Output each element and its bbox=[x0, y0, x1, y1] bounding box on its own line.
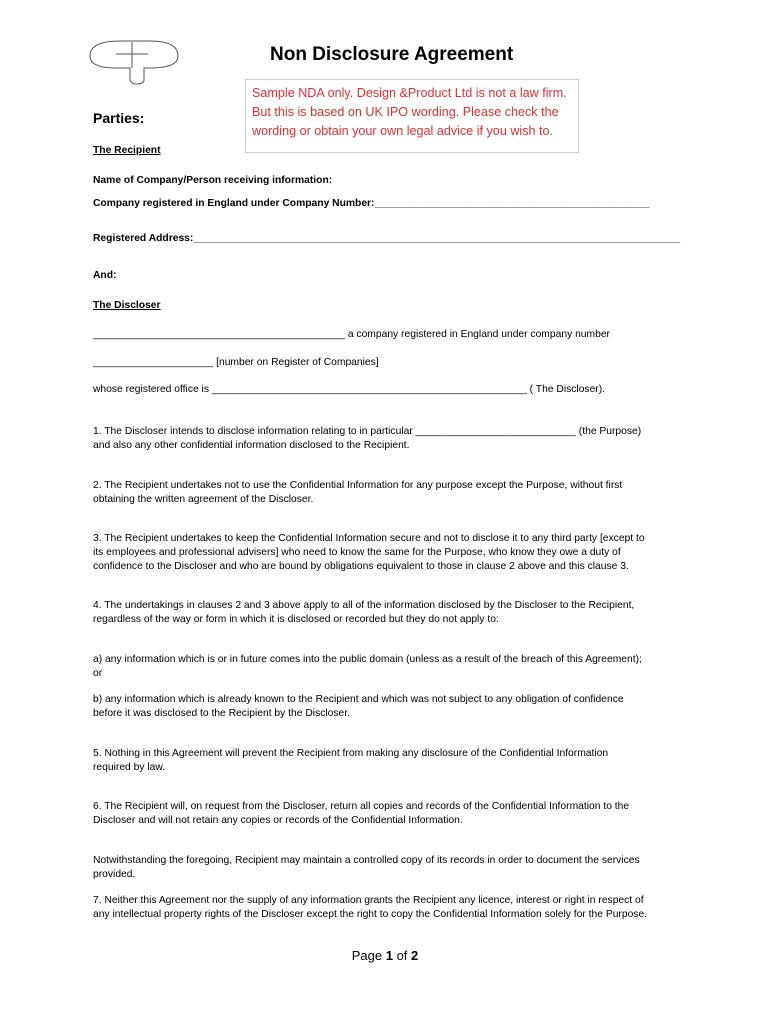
of-word: of bbox=[396, 948, 408, 963]
clause-line: provided. bbox=[93, 869, 136, 880]
clause-line: 6. The Recipient will, on request from the Discloser, return all copies and records of the Confidential Information to the bbox=[93, 801, 630, 812]
clause-notwithstanding bbox=[93, 854, 676, 882]
current-page-number: 1 bbox=[385, 948, 393, 963]
notice-line: Sample NDA only. Design &Product Ltd is not a law firm. bbox=[252, 86, 567, 100]
clause-7 bbox=[93, 894, 676, 922]
recipient-name-label: Name of Company/Person receiving information: bbox=[93, 175, 333, 186]
discloser-number-line: _____________________ [number on Register of Companies] bbox=[93, 357, 379, 368]
clause-3 bbox=[93, 532, 676, 574]
sample-notice-box bbox=[245, 79, 579, 153]
logo-cross-shape bbox=[86, 38, 180, 86]
clause-line: Discloser and will not retain any copies or records of the Confidential Information. bbox=[93, 815, 463, 826]
clause-1 bbox=[93, 425, 676, 453]
recipient-company-number-line: Company registered in England under Company Number:________________________________________________ bbox=[93, 198, 650, 209]
discloser-heading: The Discloser bbox=[93, 300, 161, 311]
clause-line: or bbox=[93, 668, 103, 679]
clause-line: 2. The Recipient undertakes not to use the Confidential Information for any purpose except the Purpose, without first bbox=[93, 480, 623, 491]
clause-4b bbox=[93, 693, 676, 721]
notice-line: wording or obtain your own legal advice if you wish to. bbox=[252, 124, 554, 138]
clause-line: required by law. bbox=[93, 762, 166, 773]
clause-6 bbox=[93, 800, 676, 828]
clause-line: b) any information which is already known to the Recipient and which was not subject to any obligation of confidence bbox=[93, 694, 624, 705]
clause-5 bbox=[93, 747, 676, 775]
clause-line: 3. The Recipient undertakes to keep the Confidential Information secure and not to disclose it to any third party [except to bbox=[93, 533, 645, 544]
clause-line: 1. The Discloser intends to disclose information relating to in particular ____________________________ (the Purpose) bbox=[93, 426, 642, 437]
clause-line: and also any other confidential information disclosed to the Recipient. bbox=[93, 440, 410, 451]
parties-heading: Parties: bbox=[93, 110, 145, 126]
recipient-address-line: Registered Address:_____________________________________________________________________________________ bbox=[93, 233, 681, 244]
clause-line: confidence to the Discloser and who are bound by obligations equivalent to those in clause 2 above and this clause 3. bbox=[93, 561, 629, 572]
total-pages-number: 2 bbox=[411, 948, 419, 963]
clause-line: its employees and professional advisers] who need to know the same for the Purpose, who know they owe a duty of bbox=[93, 547, 621, 558]
clause-line: regardless of the way or form in which it is disclosed or recorded but they do not apply to: bbox=[93, 614, 499, 625]
clause-2 bbox=[93, 479, 676, 507]
clause-line: 7. Neither this Agreement nor the supply of any information grants the Recipient any licence, interest or right in respect of bbox=[93, 895, 644, 906]
discloser-company-line: ____________________________________________ a company registered in England under company number bbox=[93, 329, 610, 340]
clause-line: a) any information which is or in future comes into the public domain (unless as a result of the breach of this Agreement); bbox=[93, 654, 642, 665]
page-title: Non Disclosure Agreement bbox=[270, 44, 514, 65]
page-footer bbox=[0, 948, 770, 963]
clause-line: 4. The undertakings in clauses 2 and 3 above apply to all of the information disclosed by the Discloser to the Recipient, bbox=[93, 600, 635, 611]
clause-line: any intellectual property rights of the Discloser except the right to copy the Confidential Information solely for the Purpose. bbox=[93, 909, 648, 920]
recipient-heading: The Recipient bbox=[93, 145, 161, 156]
clause-line: 5. Nothing in this Agreement will prevent the Recipient from making any disclosure of the Confidential Information bbox=[93, 748, 609, 759]
clause-line: obtaining the written agreement of the Discloser. bbox=[93, 494, 314, 505]
clause-4 bbox=[93, 599, 676, 627]
clause-line: before it was disclosed to the Recipient by the Discloser. bbox=[93, 708, 350, 719]
discloser-office-line: whose registered office is _______________________________________________________ ( The Discloser). bbox=[93, 384, 606, 395]
and-label: And: bbox=[93, 270, 117, 281]
clause-4a bbox=[93, 653, 676, 681]
clause-line: Notwithstanding the foregoing, Recipient may maintain a controlled copy of its records in order to document the services bbox=[93, 855, 640, 866]
page-word: Page bbox=[351, 948, 383, 963]
notice-line: But this is based on UK IPO wording. Please check the bbox=[252, 105, 559, 119]
